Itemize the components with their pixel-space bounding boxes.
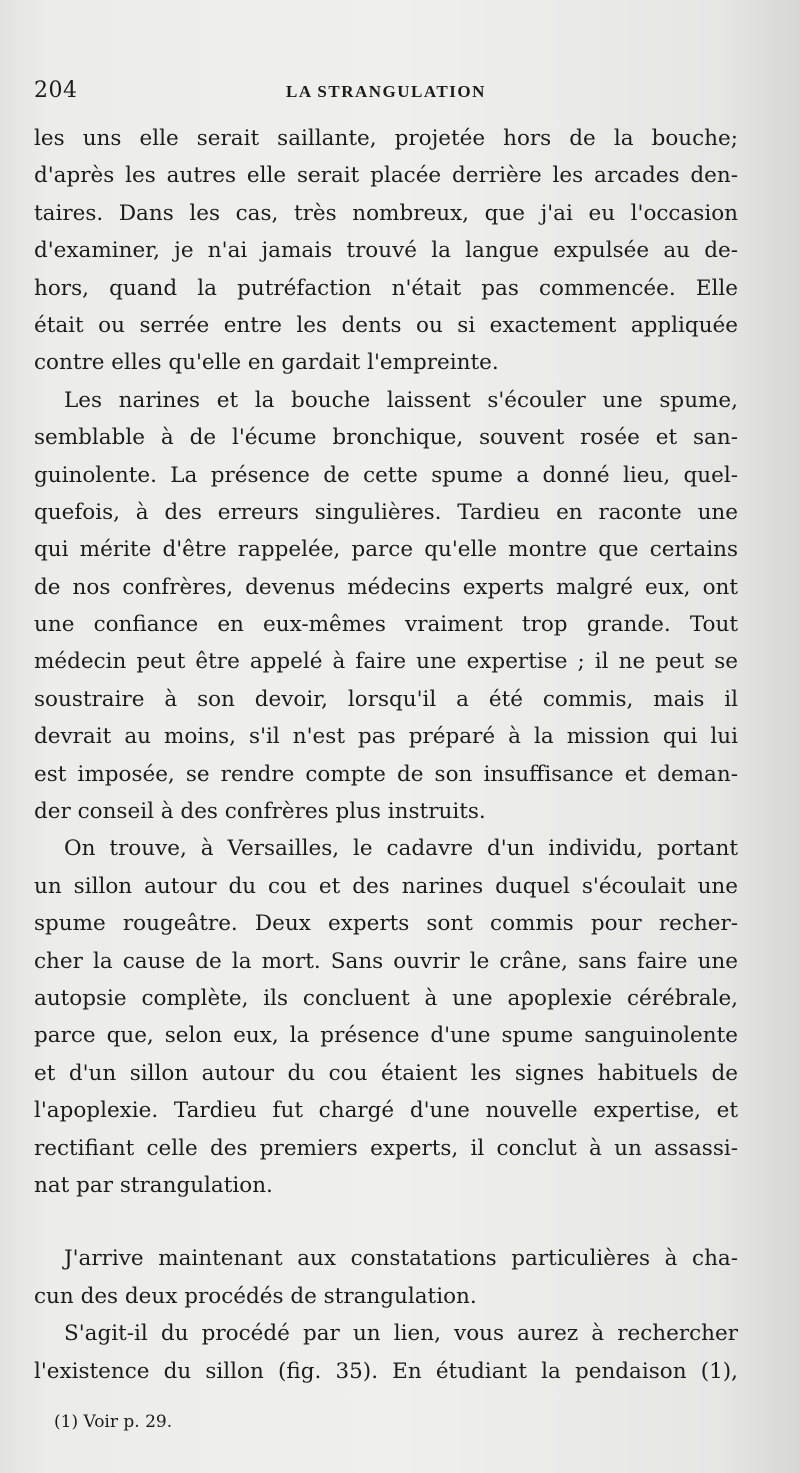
text-line: cher la cause de la mort. Sans ouvrir le crâne, sans faire une [34, 948, 738, 974]
text-line: est imposée, se rendre compte de son insuffisance et deman- [34, 761, 738, 787]
text-line: qui mérite d'être rappelée, parce qu'elle montre que certains [34, 537, 738, 563]
text-line: On trouve, à Versailles, le cadavre d'un individu, portant [64, 836, 738, 862]
text-line: l'apoplexie. Tardieu fut chargé d'une nouvelle expertise, et [34, 1098, 738, 1124]
text-line: der conseil à des confrères plus instruits. [34, 799, 486, 825]
page-header [34, 78, 734, 114]
text-line: J'arrive maintenant aux constatations particulières à cha- [64, 1246, 738, 1272]
text-line: soustraire à son devoir, lorsqu'il a été commis, mais il [34, 686, 738, 712]
text-line: spume rougeâtre. Deux experts sont commis pour recher- [34, 911, 738, 937]
text-line: rectifiant celle des premiers experts, il conclut à un assassi- [34, 1135, 738, 1161]
text-line: médecin peut être appelé à faire une expertise ; il ne peut se [34, 649, 738, 675]
text-line: une confiance en eux-mêmes vraiment trop grande. Tout [34, 612, 738, 638]
text-line: S'agit-il du procédé par un lien, vous aurez à rechercher [64, 1321, 738, 1347]
running-title: LA STRANGULATION [286, 82, 486, 101]
text-line: un sillon autour du cou et des narines duquel s'écoulait une [34, 873, 738, 899]
text-line: et d'un sillon autour du cou étaient les signes habituels de [34, 1060, 738, 1086]
text-line: parce que, selon eux, la présence d'une spume sanguinolente [34, 1023, 738, 1049]
body-text [34, 120, 738, 1390]
footnote: (1) Voir p. 29. [54, 1412, 173, 1432]
text-line: d'après les autres elle serait placée derrière les arcades den- [34, 163, 738, 189]
text-line: les uns elle serait saillante, projetée hors de la bouche; [34, 126, 738, 151]
text-line: nat par strangulation. [34, 1172, 273, 1198]
text-line: était ou serrée entre les dents ou si exactement appliquée [34, 312, 738, 338]
text-line: guinolente. La présence de cette spume a donné lieu, quel- [34, 462, 738, 488]
text-line: taires. Dans les cas, très nombreux, que j'ai eu l'occasion [34, 200, 738, 226]
page-number: 204 [34, 78, 78, 103]
text-line: quefois, à des erreurs singulières. Tardieu en raconte une [34, 499, 738, 525]
text-line: autopsie complète, ils concluent à une apoplexie cérébrale, [34, 985, 738, 1011]
text-line: devrait au moins, s'il n'est pas préparé à la mission qui lui [34, 724, 738, 750]
text-line: de nos confrères, devenus médecins experts malgré eux, ont [34, 574, 738, 600]
text-line: d'examiner, je n'ai jamais trouvé la langue expulsée au de- [34, 238, 738, 264]
text-line: hors, quand la putréfaction n'était pas commencée. Elle [34, 275, 738, 301]
text-line: l'existence du sillon (fig. 35). En étudiant la pendaison (1), [34, 1358, 738, 1384]
text-line: cun des deux procédés de strangulation. [34, 1283, 477, 1309]
text-line: semblable à de l'écume bronchique, souvent rosée et san- [34, 425, 738, 451]
text-line: contre elles qu'elle en gardait l'empreinte. [34, 350, 499, 376]
text-line: Les narines et la bouche laissent s'écouler une spume, [64, 387, 738, 413]
